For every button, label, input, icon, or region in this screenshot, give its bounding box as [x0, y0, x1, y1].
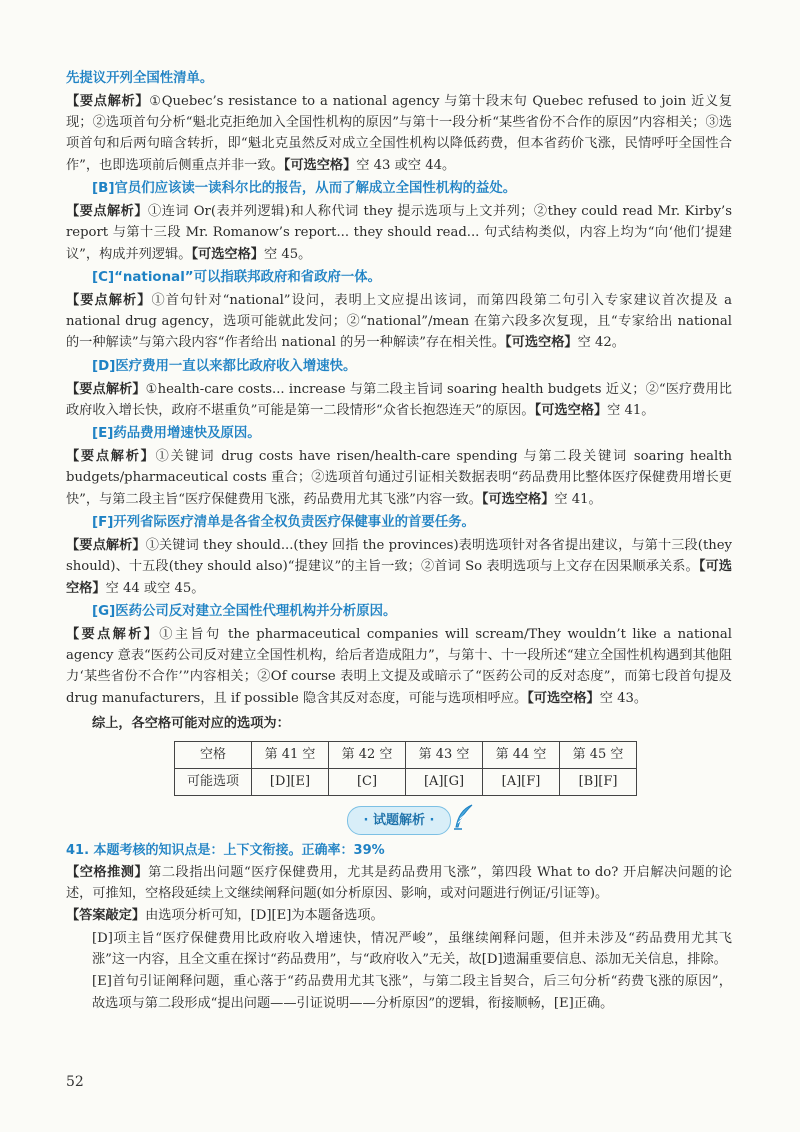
- option-c-analysis: [66, 290, 732, 354]
- table-header-cell: 第 42 空: [329, 741, 406, 768]
- table-header-row: [175, 741, 637, 768]
- table-header-cell: 第 44 空: [483, 741, 560, 768]
- analysis-text: ①health-care costs... increase 与第二段主旨词 soaring health budgets 近义；②“医疗费用比政府收入增长快，政府不堪重负”可能是第一二段情形“众省长抱怨连天”的原因。: [66, 381, 732, 418]
- option-d-heading: [D]医疗费用一直以来都比政府收入增速快。: [92, 358, 357, 374]
- section-banner: [347, 806, 452, 835]
- optional-blank-text: 空 43。: [599, 690, 648, 706]
- analysis-label: 【要点解析】: [66, 537, 146, 553]
- analysis-text: ①主旨句 the pharmaceutical companies will scream/They wouldn’t like a national agency 意表“医药公司反对建立全国性机构，给后者造成阻力”，与第十、十一段所述“建立全国性机构遇到其他阻力‘某些省份不合作’”内容相关；②Of course 表明上文提及或暗示了“医药公司的反对态度”，而第七段首句提及 drug manufacturers，且 if possible 隐含其反对态度，可能与选项相呼应。: [66, 626, 733, 706]
- analysis-a: [66, 91, 732, 177]
- optional-blank-text: 空 41。: [607, 402, 655, 418]
- optional-blank-label: 【可选空格】: [534, 402, 608, 418]
- section-banner-label: 试题解析: [372, 812, 425, 828]
- option-f-analysis: [66, 535, 732, 599]
- quill-pen-icon: [452, 803, 476, 838]
- analysis-label: 【要点解析】: [66, 292, 152, 308]
- analysis-label: 【要点解析】: [66, 626, 160, 642]
- table-header-cell: 空格: [175, 741, 252, 768]
- option-b-analysis: [66, 201, 732, 265]
- table-row: [175, 768, 637, 795]
- answer-determine-text: 由选项分析可知，[D][E]为本题备选项。: [145, 908, 384, 924]
- option-d-discussion: [66, 928, 732, 971]
- table-cell: [B][F]: [560, 768, 637, 795]
- option-f-heading: [F]开列省际医疗清单是各省全权负责医疗保健事业的首要任务。: [92, 515, 475, 531]
- section-banner-wrap: [66, 806, 732, 834]
- option-e-discussion-text: [E]首句引证阐释问题，重心落于“药品费用尤其飞涨”，与第二段主旨契合，后三句分析“药费飞涨的原因”，故选项与第二段形成“提出问题——引证说明——分析原因”的逻辑，衔接顺畅，[E]正确。: [92, 974, 732, 1011]
- table-cell: [C]: [329, 768, 406, 795]
- optional-blank-label: 【可选空格】: [481, 491, 555, 507]
- option-e-discussion: [66, 971, 732, 1014]
- optional-blank-label: 【可选空格】: [505, 335, 578, 351]
- optional-blank-text: 空 45。: [263, 246, 312, 262]
- question-heading: 41. 本题考核的知识点是：上下文衔接。正确率：39%: [66, 842, 385, 858]
- table-cell: [A][F]: [483, 768, 560, 795]
- optional-blank-text: 空 43 或空 44。: [356, 157, 456, 173]
- table-header-cell: 第 43 空: [406, 741, 483, 768]
- table-cell: 可能选项: [175, 768, 252, 795]
- option-c-heading: [C]“national”可以指联邦政府和省政府一体。: [92, 270, 382, 286]
- option-b-heading: [B]官员们应该读一读科尔比的报告，从而了解成立全国性机构的益处。: [92, 181, 517, 197]
- option-g-heading: [G]医药公司反对建立全国性代理机构并分析原因。: [92, 603, 397, 619]
- analysis-text: ①关键词 they should...(they 回指 the provinces)表明选项针对各省提出建议，与第十三段(they should)、十五段(they should also)“提建议”的主旨一致；②首词 So 表明选项与上文存在因果顺承关系。: [66, 537, 732, 575]
- analysis-text: ①连词 Or(表并列逻辑)和人称代词 they 提示选项与上文并列；②they could read Mr. Kirby’s report 与第十三段 Mr. Romanow’s report... they should read... 句式结构类似，内容上均为“向‘他们’提建议”，构成并列逻辑。: [66, 203, 732, 262]
- analysis-text: ①Quebec’s resistance to a national agency 与第十段末句 Quebec refused to join 近义复现；②选项首句分析“魁北克拒绝加入全国性机构的原因”与第十一段分析“某些省份不合作的原因”内容相关；③选项首句和后两句暗含转折，即“魁北克虽然反对成立全国性机构以降低药费，但本省药价飞涨，民情呼吁全国性合作”，也即选项前后侧重点并非一致。: [66, 93, 733, 173]
- option-e-analysis: [66, 446, 732, 510]
- page-number: 52: [66, 1074, 84, 1090]
- blank-guess-text: 第二段指出问题“医疗保健费用，尤其是药品费用飞涨”，第四段 What to do? 开启解决问题的论述，可推知，空格段延续上文继续阐释问题(如分析原因、影响，或对问题进行例证/引证等)。: [66, 864, 733, 901]
- blank-guess: [66, 862, 732, 905]
- top-heading: 先提议开列全国性清单。: [66, 71, 214, 86]
- table-cell: [A][G]: [406, 768, 483, 795]
- table-header-cell: 第 45 空: [560, 741, 637, 768]
- analysis-label: 【要点解析】: [66, 203, 149, 219]
- table-header-cell: 第 41 空: [252, 741, 329, 768]
- option-d-analysis: [66, 379, 732, 422]
- optional-blank-text: 空 42。: [577, 335, 625, 351]
- dot-icon: ·: [429, 812, 435, 828]
- option-d-discussion-text: [D]项主旨“医疗保健费用比政府收入增速快，情况严峻”，虽继续阐释问题，但并未涉及“药品费用尤其飞涨”这一内容，且全文重在探讨“药品费用”，与“政府收入”无关，故[D]遗漏重要信息、添加无关信息，排除。: [92, 930, 732, 968]
- optional-blank-text: 空 44 或空 45。: [105, 580, 205, 596]
- answer-determine-label: 【答案敲定】: [66, 908, 146, 924]
- analysis-label: 【要点解析】: [66, 381, 146, 397]
- analysis-label: 【要点解析】: [66, 449, 156, 465]
- blank-guess-label: 【空格推测】: [66, 864, 149, 880]
- optional-blank-label: 【可选空格】: [527, 690, 600, 706]
- optional-blank-text: 空 41。: [554, 491, 602, 507]
- analysis-text: ①关键词 drug costs have risen/health-care spending 与第二段关键词 soaring health budgets/pharmaceutical costs 重合；②选项首句通过引证相关数据表明“药品费用比整体医疗保健费用增长更快”，与第二段主旨“医疗保健费用飞涨，药品费用尤其飞涨”内容一致。: [66, 449, 733, 507]
- answer-table: [174, 741, 637, 796]
- summary-line: 综上，各空格可能对应的选项为：: [92, 716, 290, 732]
- answer-determine: [66, 905, 732, 926]
- option-e-heading: [E]药品费用增速快及原因。: [92, 426, 261, 442]
- table-cell: [D][E]: [252, 768, 329, 795]
- optional-blank-label: 【可选空格】: [191, 246, 264, 262]
- content: [66, 66, 732, 1015]
- optional-blank-label: 【可选空格】: [283, 157, 357, 173]
- optional-blank-label: 【可选空格】: [66, 559, 732, 596]
- dot-icon: ·: [363, 812, 369, 828]
- option-g-analysis: [66, 624, 732, 710]
- analysis-label: 【要点解析】: [66, 93, 150, 109]
- analysis-text: ①首句针对“national”设问，表明上文应提出该词，而第四段第二句引入专家建议首次提及 a national drug agency，选项可能就此发问；②“national”/mean 在第六段多次复现，且“专家给出 national 的一种解读”与第六段内容“作者给出 national 的另一种解读”存在相关性。: [66, 292, 733, 351]
